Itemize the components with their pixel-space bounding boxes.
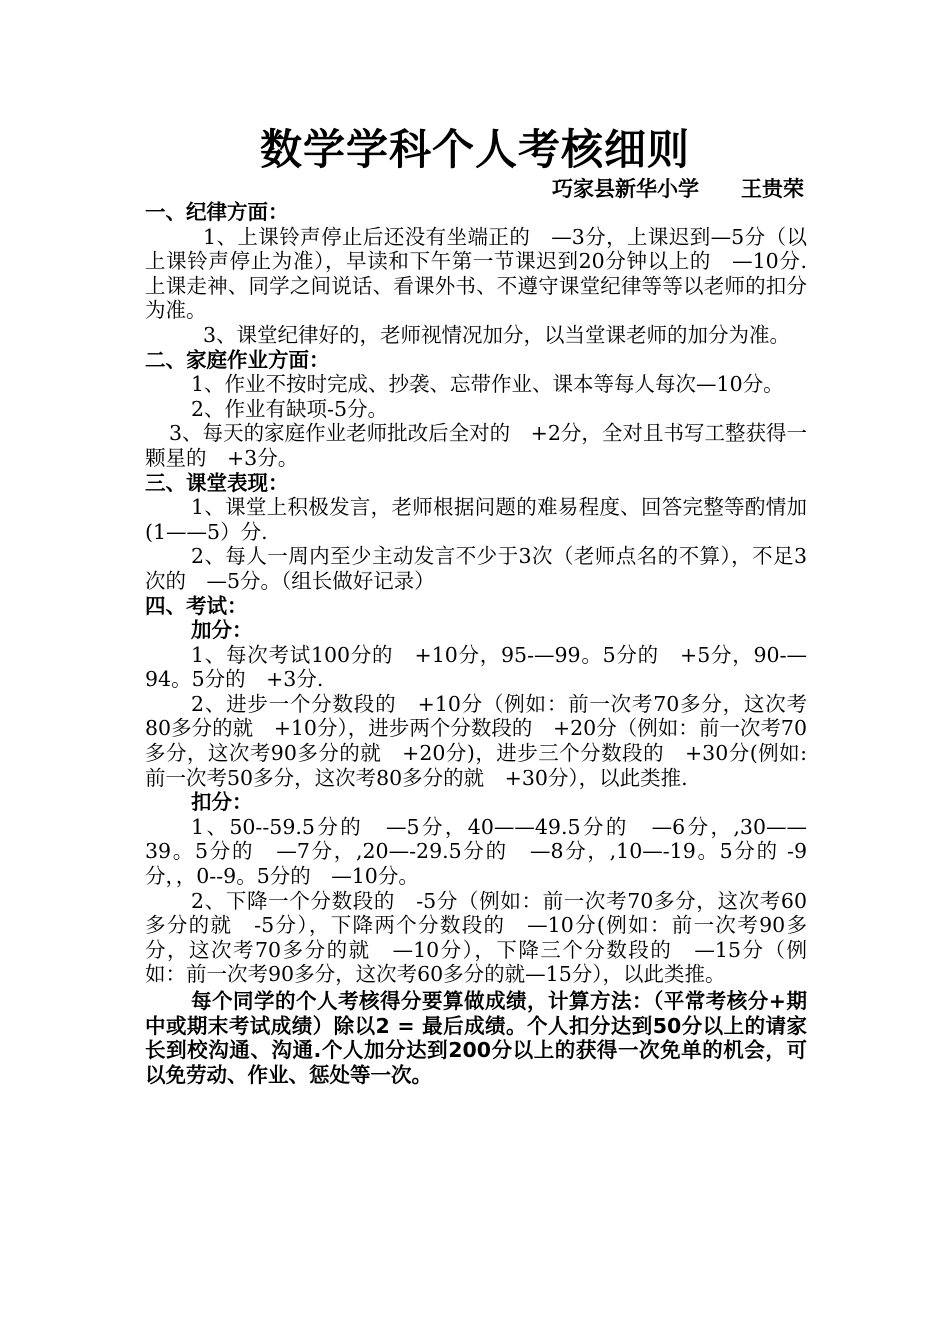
section-heading-exam: 四、考试：: [145, 593, 248, 618]
paragraph: 1、上课铃声停止后还没有坐端正的 —3分，上课迟到—5分（以上课铃声停止为准），早读和下午第一节课迟到20分钟以上的 —10分.上课走神、同学之间说话、看课外书、不遵守课堂纪律等等以老师的扣分为准。: [145, 224, 807, 323]
page-title: 数学学科个人考核细则: [259, 125, 690, 174]
document-body: [145, 200, 807, 1087]
paragraph: 2、作业有缺项-5分。: [191, 396, 389, 421]
paragraph: 2、进步一个分数段的 +10分（例如：前一次考70多分，这次考80多分的就 +10分），进步两个分数段的 +20分（例如：前一次考70多分，这次考90多分的就 +20分)，进步三个分数段的 +30分(例如:前一次考50多分，这次考80多分的就 +30分），以此类推.: [145, 691, 807, 790]
paragraph: 1、每次考试100分的 +10分，95-—99。5分的 +5分，90-—94。5分的 +3分.: [145, 642, 807, 692]
section-heading-classroom: 三、课堂表现：: [145, 470, 289, 495]
author-line: 巧家县新华小学 王贵荣: [552, 177, 804, 201]
paragraph: 3、每天的家庭作业老师批改后全对的 +2分，全对且书写工整获得一颗星的 +3分。: [145, 421, 807, 470]
final-note: 每个同学的个人考核得分要算做成绩，计算方法：（平常考核分+期中或期末考试成绩）除以2 = 最后成绩。个人扣分达到50分以上的请家长到校沟通、沟通.个人加分达到200分以上的获得一次免单的机会，可以免劳动、作业、惩处等一次。: [145, 989, 807, 1087]
paragraph: 1、课堂上积极发言，老师根据问题的难易程度、回答完整等酌情加(1——5）分.: [145, 495, 807, 544]
subheading-add: 加分：: [191, 618, 253, 643]
section-heading-homework: 二、家庭作业方面：: [145, 347, 330, 372]
paragraph: 2、下降一个分数段的 -5分（例如：前一次考70多分，这次考60多分的就 -5分），下降两个分数段的 —10分(例如：前一次考90多分，这次考70多分的就 —10分），下降三个分数段的 —15分（例如：前一次考90多分，这次考60多分的就—15分），以此类推。: [145, 888, 807, 987]
subheading-deduct: 扣分：: [191, 790, 253, 815]
paragraph: 2、每人一周内至少主动发言不少于3次（老师点名的不算），不足3次的 —5分。（组长做好记录）: [145, 544, 807, 593]
paragraph: 1、作业不按时完成、抄袭、忘带作业、课本等每人每次—10分。: [191, 372, 784, 397]
paragraph: 3、课堂纪律好的，老师视情况加分，以当堂课老师的加分为准。: [203, 322, 791, 347]
section-heading-discipline: 一、纪律方面：: [145, 200, 289, 224]
paragraph: 1、50--59.5分的 —5分，40——49.5分的 —6分，,30——39。5分的 —7分，,20—-29.5分的 —8分，,10—-19。5分的 -9分，，0--9。5分的 —10分。: [145, 814, 807, 889]
